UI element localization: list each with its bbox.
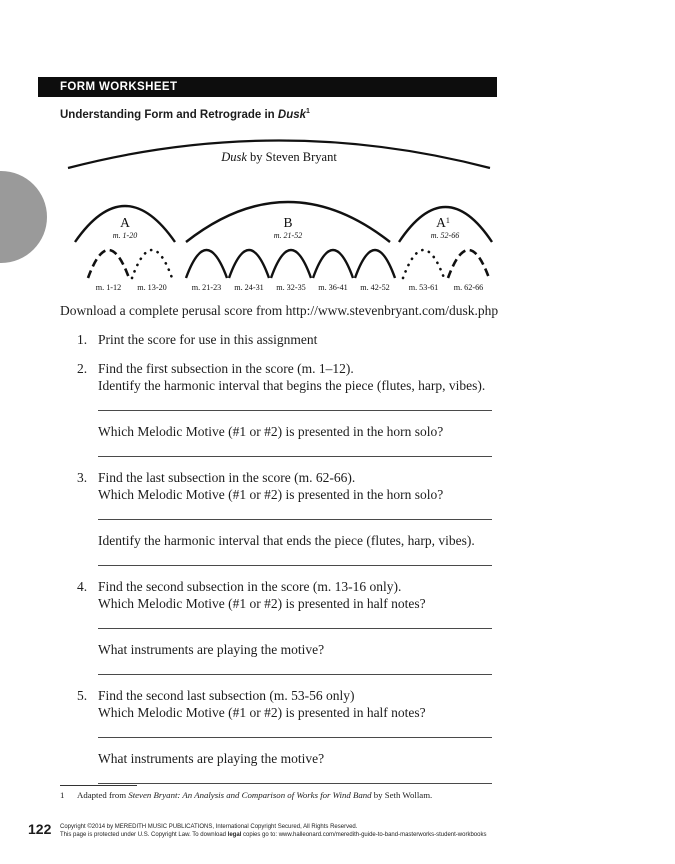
subsection-label-3: m. 21-23 bbox=[191, 283, 222, 292]
worksheet-title bbox=[60, 108, 310, 121]
subsection-label-6: m. 36-41 bbox=[318, 283, 348, 292]
question-text: Which Melodic Motive (#1 or #2) is presented in half notes? bbox=[98, 705, 426, 720]
subsection-arc-5 bbox=[271, 250, 311, 278]
page-number: 122 bbox=[28, 821, 52, 837]
subsection-arc-8 bbox=[403, 250, 444, 278]
question-number: 3. bbox=[77, 470, 88, 485]
answer-blank-line bbox=[98, 628, 492, 629]
question-text: Print the score for use in this assignment bbox=[98, 332, 318, 347]
answer-blank-line bbox=[98, 519, 492, 520]
subsection-label-9: m. 62-66 bbox=[453, 283, 484, 292]
question-text: Find the second subsection in the score (m. 13-16 only). bbox=[98, 579, 402, 594]
worksheet-title-piece-name: Dusk bbox=[277, 108, 307, 121]
answer-blank-line bbox=[98, 410, 492, 411]
footnote-number: 1 bbox=[60, 790, 65, 800]
answer-blank-line bbox=[98, 456, 492, 457]
questions-list bbox=[60, 331, 500, 784]
subsection-label-4: m. 24-31 bbox=[234, 283, 264, 292]
question-text: Find the last subsection in the score (m. 62-66). bbox=[98, 470, 356, 485]
copyright-notice bbox=[60, 823, 620, 839]
section-header-bar bbox=[38, 77, 497, 97]
question-text: Find the first subsection in the score (m. 1–12). bbox=[98, 361, 354, 376]
answer-blank-line bbox=[98, 783, 492, 784]
question-text: Which Melodic Motive (#1 or #2) is presented in half notes? bbox=[98, 596, 426, 611]
question-text: Identify the harmonic interval that ends the piece (flutes, harp, vibes). bbox=[98, 533, 475, 548]
subsection-label-7: m. 42-52 bbox=[360, 283, 390, 292]
copyright-line-1: Copyright ©2014 by MEREDITH MUSIC PUBLICATIONS, International Copyright Secured, All Rights Reserved. bbox=[60, 824, 358, 830]
form-diagram bbox=[0, 130, 675, 300]
footnote-divider bbox=[60, 785, 137, 786]
footnote-reference: 1 bbox=[306, 108, 310, 115]
footnote-cited-title: Steven Bryant: An Analysis and Comparison of Works for Wind Band bbox=[128, 790, 372, 800]
question-item bbox=[60, 331, 500, 348]
question-text: What instruments are playing the motive? bbox=[98, 751, 325, 766]
answer-blank-line bbox=[98, 565, 492, 566]
footnote bbox=[60, 790, 540, 800]
section-label-A: A bbox=[120, 215, 130, 230]
subsection-arc-6 bbox=[313, 250, 353, 278]
subsection-label-8: m. 53-61 bbox=[408, 283, 439, 292]
question-number: 4. bbox=[77, 579, 88, 594]
question-number: 1. bbox=[77, 332, 88, 347]
subsection-arc-3 bbox=[186, 250, 227, 278]
section-measures-A: m. 1-20 bbox=[112, 231, 138, 240]
main-arc-label: Dusk by Steven Bryant bbox=[221, 150, 337, 164]
subsection-label-1: m. 1-12 bbox=[95, 283, 122, 292]
download-instruction: Download a complete perusal score from http://www.stevenbryant.com/dusk.php bbox=[60, 303, 499, 318]
question-item bbox=[60, 687, 500, 784]
question-text: Which Melodic Motive (#1 or #2) is presented in the horn solo? bbox=[98, 424, 444, 439]
question-text: Find the second last subsection (m. 53-56 only) bbox=[98, 688, 355, 703]
question-item bbox=[60, 469, 500, 566]
question-text: Identify the harmonic interval that begins the piece (flutes, harp, vibes). bbox=[98, 378, 486, 393]
subsection-arc-1 bbox=[88, 250, 129, 278]
copyright-line-2: This page is protected under U.S. Copyright Law. To download legal copies go to: www.halleonard.com/meredith-guide-to-band-masterworks-student-workbooks bbox=[60, 832, 487, 838]
question-item bbox=[60, 578, 500, 675]
section-label-B: B bbox=[283, 215, 293, 230]
question-number: 2. bbox=[77, 361, 88, 376]
footnote-suffix: by Seth Wollam. bbox=[371, 790, 433, 800]
worksheet-title-text: Understanding Form and Retrograde in bbox=[60, 108, 278, 121]
subsection-arc-9 bbox=[448, 250, 489, 278]
section-measures-B: m. 21-52 bbox=[273, 231, 303, 240]
question-text: Which Melodic Motive (#1 or #2) is presented in the horn solo? bbox=[98, 487, 444, 502]
question-item bbox=[60, 360, 500, 457]
subsection-label-5: m. 32-35 bbox=[276, 283, 306, 292]
worksheet-body bbox=[60, 302, 500, 796]
answer-blank-line bbox=[98, 737, 492, 738]
question-number: 5. bbox=[77, 688, 88, 703]
section-label-A1: $A^1$ bbox=[436, 215, 450, 230]
section-header-label: FORM WORKSHEET bbox=[60, 81, 178, 93]
subsection-label-2: m. 13-20 bbox=[137, 283, 167, 292]
subsection-arc-2 bbox=[132, 250, 172, 278]
subsection-arc-4 bbox=[229, 250, 269, 278]
question-text: What instruments are playing the motive? bbox=[98, 642, 325, 657]
section-measures-A1: m. 52-66 bbox=[430, 231, 460, 240]
footnote-text: Adapted from bbox=[77, 790, 129, 800]
subsection-arc-7 bbox=[355, 250, 395, 278]
answer-blank-line bbox=[98, 674, 492, 675]
